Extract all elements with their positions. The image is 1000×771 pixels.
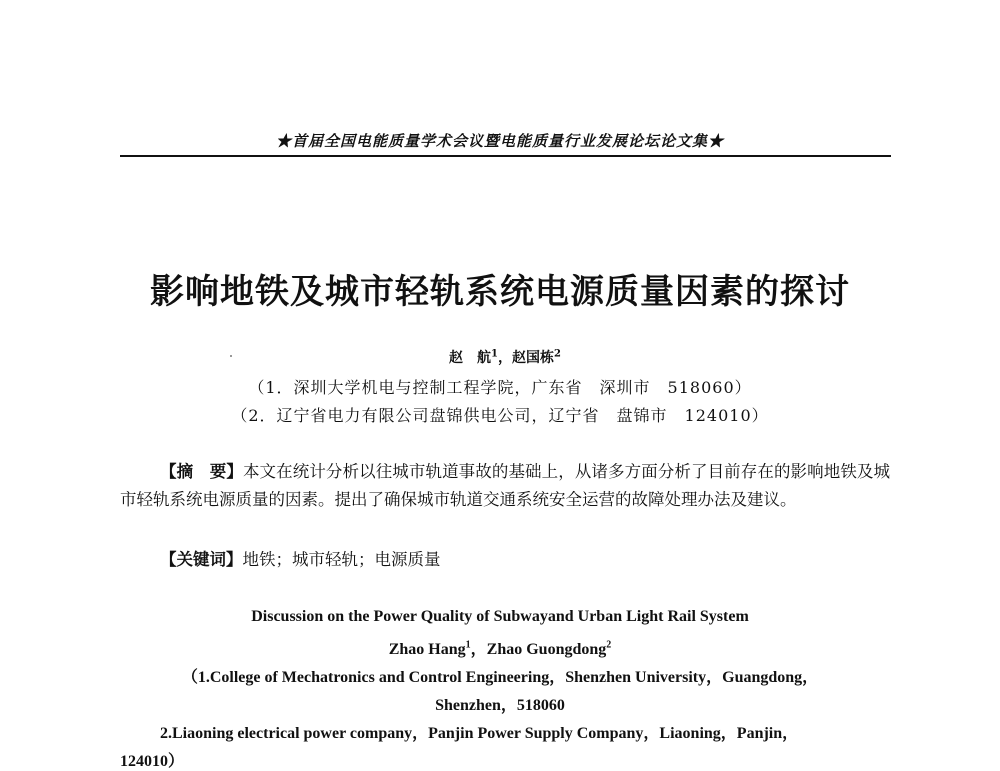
running-header: ★首届全国电能质量学术会议暨电能质量行业发展论坛论文集★ — [275, 132, 724, 150]
keywords-label: 【关键词】 — [160, 550, 243, 569]
author-separator-cn: ， — [498, 350, 512, 366]
author-1-mark-en: 1 — [465, 639, 471, 651]
affiliation-1-en-line-2: Shenzhen，518060 — [435, 697, 565, 714]
paper-title-cn: 影响地铁及城市轻轨系统电源质量因素的探讨 — [150, 272, 850, 312]
affiliation-2-cn: （2．辽宁省电力有限公司盘锦供电公司，辽宁省 盘锦市 124010） — [231, 406, 769, 425]
author-1-name-en: Zhao Hang — [388, 641, 466, 658]
abstract-cn — [120, 458, 890, 514]
affiliation-2-en-line-1: 2.Liaoning electrical power company，Panjin Power Supply Company，Liaoning，Panjin， — [160, 725, 799, 742]
author-1-name-cn: 赵 航 — [449, 350, 492, 366]
authors-en — [0, 636, 1000, 659]
paper-title-en: Discussion on the Power Quality of Subwayand Urban Light Rail System — [251, 608, 749, 625]
author-separator-en: ， — [470, 641, 487, 658]
abstract-label: 【摘 要】 — [160, 462, 243, 481]
affiliation-1-cn: （1．深圳大学机电与控制工程学院，广东省 深圳市 518060） — [248, 378, 752, 397]
author-2-mark-cn: 2 — [554, 348, 561, 360]
author-2-name-en: Zhao Guongdong — [486, 641, 607, 658]
author-1-mark-cn: 1 — [491, 348, 498, 360]
authors-cn — [0, 347, 1000, 367]
author-2-name-cn: 赵国栋 — [512, 350, 554, 366]
author-2-mark-en: 2 — [606, 639, 612, 651]
affiliation-2-en-line-2: 124010） — [120, 753, 185, 770]
affiliation-1-en-line-1: （1.College of Mechatronics and Control Engineering，Shenzhen University，Guangdong， — [181, 669, 819, 686]
abstract-text: 本文在统计分析以往城市轨道事故的基础上，从诸多方面分析了目前存在的影响地铁及城市轻轨系统电源质量的因素。提出了确保城市轨道交通系统安全运营的故障处理办法及建议。 — [120, 462, 891, 509]
keywords-cn — [160, 546, 441, 570]
header-rule — [120, 155, 891, 157]
keywords-text: 地铁；城市轻轨；电源质量 — [242, 550, 441, 569]
